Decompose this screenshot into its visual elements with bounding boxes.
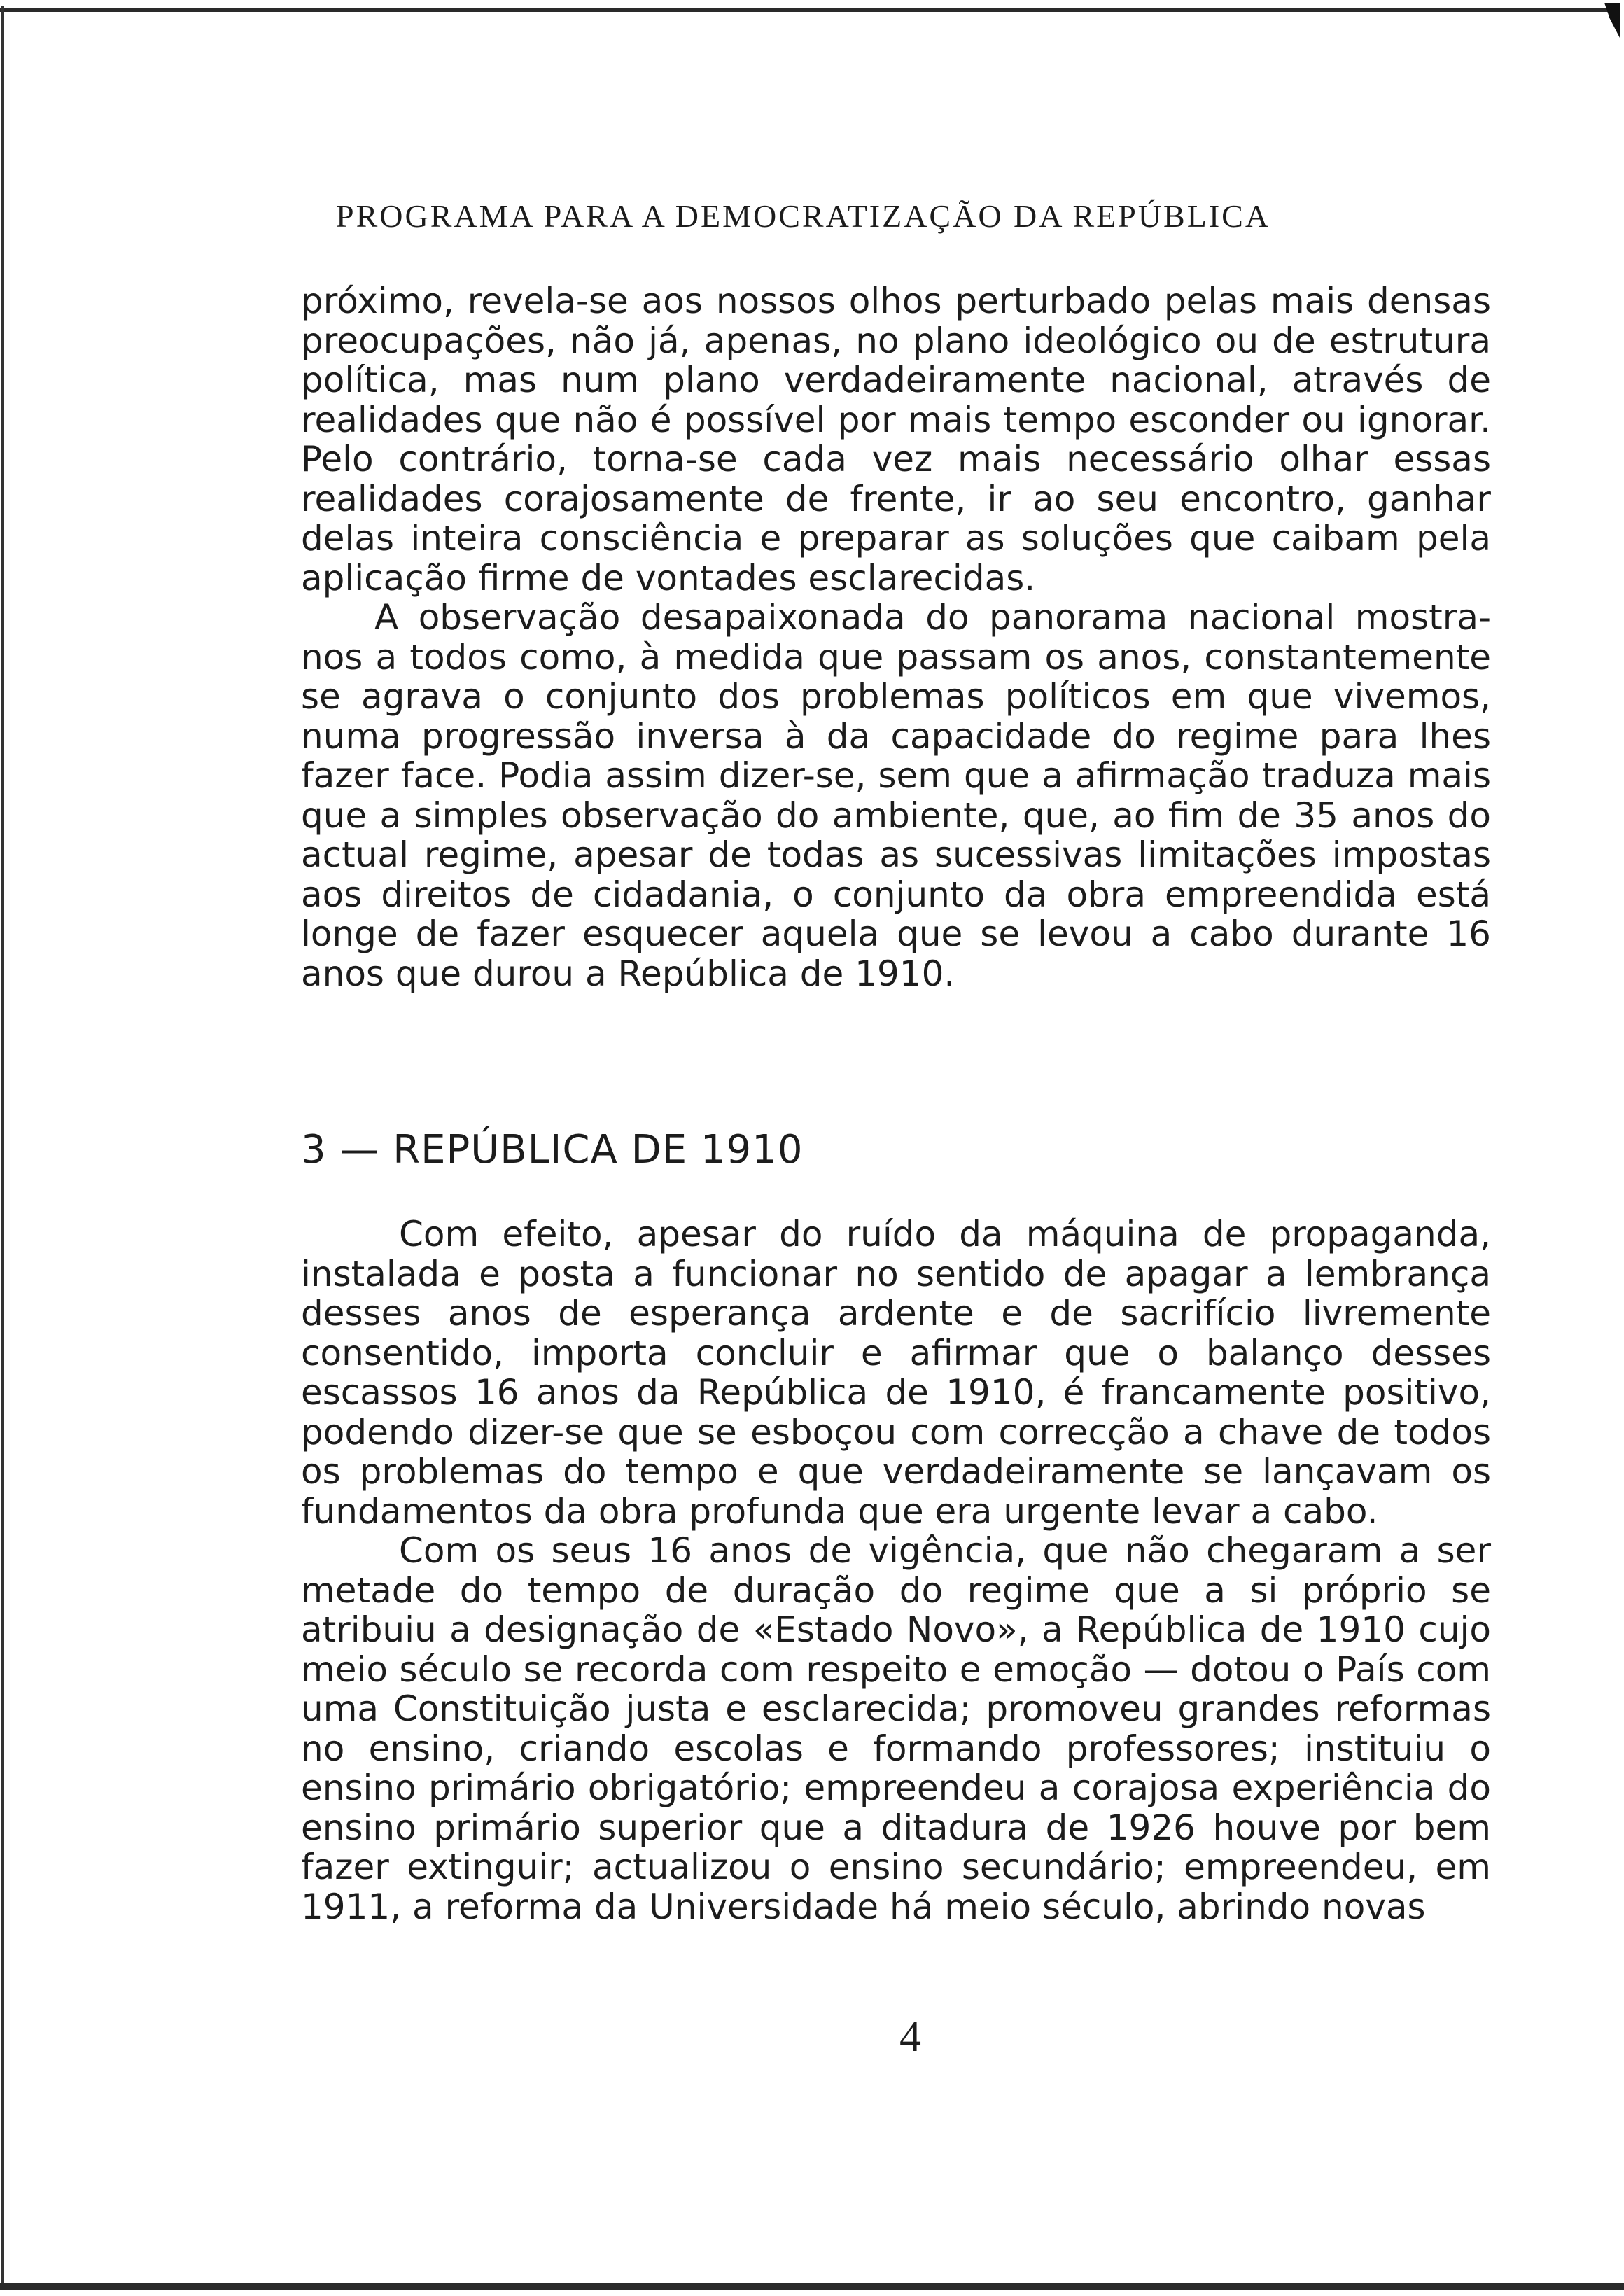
paragraph: próximo, revela-se aos nossos olhos perturbado pelas mais densas preocupações, não já, apenas, no plano ideológico ou de estrutura política, mas num plano verdadeiramente nacional, através de realidades que não é possível por mais tempo esconder ou ignorar. Pelo contrário, torna-se cada vez mais necessário olhar essas realidades corajosamente de frente, ir ao seu encontro, ganhar delas inteira consciência e preparar as soluções que caibam pela aplicação firme de vontades esclarecidas.	[301, 281, 1491, 598]
corner-mark	[1604, 3, 1620, 38]
page-border-bottom	[0, 2283, 1624, 2290]
body-text-bottom	[301, 1214, 1491, 1926]
page-number: 4	[899, 2013, 921, 2061]
running-header: PROGRAMA PARA A DEMOCRATIZAÇÃO DA REPÚBLICA	[336, 198, 1271, 234]
section-heading: 3 — REPÚBLICA DE 1910	[301, 1127, 804, 1172]
paragraph: Com os seus 16 anos de vigência, que não chegaram a ser metade do tempo de duração do regime que a si próprio se atribuiu a designação de «Estado Novo», a República de 1910 cujo meio século se recorda com respeito e emoção — dotou o País com uma Constituição justa e esclarecida; promoveu grandes reformas no ensino, criando escolas e formando professores; instituiu o ensino primário obrigatório; empreendeu a corajosa experiência do ensino primário superior que a ditadura de 1926 houve por bem fazer extinguir; actualizou o ensino secundário; empreendeu, em 1911, a reforma da Universidade há meio século, abrindo novas	[301, 1530, 1491, 1927]
body-text-top	[301, 281, 1491, 993]
page-border-left	[1, 6, 4, 2289]
paragraph: A observação desapaixonada do panorama nacional mostra-nos a todos como, à medida que passam os anos, constantemente se agrava o conjunto dos problemas políticos em que vivemos, numa progressão inversa à da capacidade do regime para lhes fazer face. Podia assim dizer-se, sem que a afirmação traduza mais que a simples observação do ambiente, que, ao fim de 35 anos do actual regime, apesar de todas as sucessivas limitações impostas aos direitos de cidadania, o conjunto da obra empreendida está longe de fazer esquecer aquela que se levou a cabo durante 16 anos que durou a República de 1910.	[301, 597, 1491, 994]
page-border-top	[0, 8, 1617, 12]
paragraph: Com efeito, apesar do ruído da máquina de propaganda, instalada e posta a funcionar no sentido de apagar a lembrança desses anos de esperança ardente e de sacrifício livremente consentido, importa concluir e afirmar que o balanço desses escassos 16 anos da República de 1910, é francamente positivo, podendo dizer-se que se esboçou com correcção a chave de todos os problemas do tempo e que verdadeiramente se lançavam os fundamentos da obra profunda que era urgente levar a cabo.	[301, 1214, 1491, 1532]
